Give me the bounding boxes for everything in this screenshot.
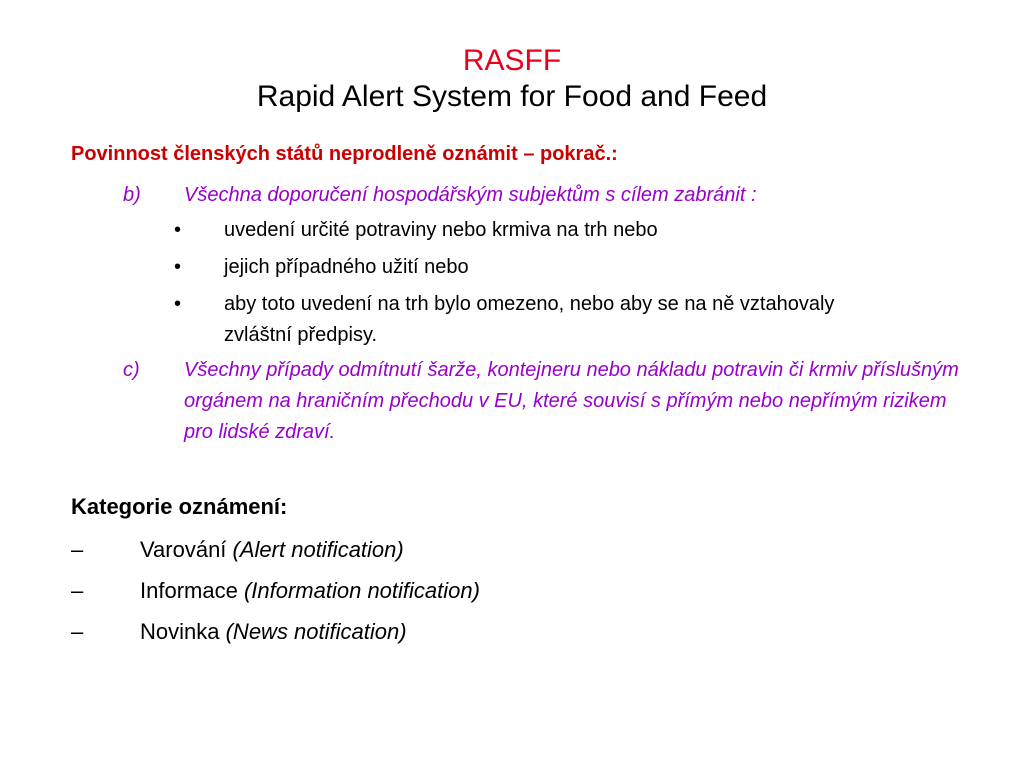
- list-marker: c): [123, 359, 140, 381]
- dash-marker: –: [71, 578, 84, 603]
- category-text: [140, 617, 407, 647]
- category-label: Informace: [140, 578, 238, 603]
- slide-subtitle: Rapid Alert System for Food and Feed: [256, 80, 768, 113]
- bullet-icon: •: [174, 219, 182, 241]
- list-item-text: Všechny případy odmítnutí šarže, kontejneru nebo nákladu potravin či krmiv příslušným orgánem na hraničním přechodu v EU, které souvisí s přímým nebo nepřímým rizikem pro lidské zdraví.: [184, 359, 959, 443]
- sub-list-item-text: uvedení určité potraviny nebo krmiva na trh nebo: [224, 219, 658, 241]
- list-marker: b): [123, 184, 141, 206]
- sub-list-item-text: aby toto uvedení na trh bylo omezeno, nebo aby se na ně vztahovaly zvláštní předpisy.: [224, 293, 835, 346]
- slide-title: RASFF: [462, 44, 562, 77]
- category-text: [140, 535, 404, 565]
- categories-heading: Kategorie oznámení:: [71, 494, 288, 519]
- section-heading: Povinnost členských států neprodleně oznámit – pokrač.:: [71, 143, 618, 165]
- category-label: Varování: [140, 537, 227, 562]
- title-block: [0, 44, 1024, 116]
- category-label: Novinka: [140, 619, 220, 644]
- list-item-text: Všechna doporučení hospodářským subjektům s cílem zabránit :: [184, 184, 757, 206]
- dash-marker: –: [71, 619, 84, 644]
- sub-list-item-text: jejich případného užití nebo: [224, 256, 469, 278]
- dash-marker: –: [71, 537, 84, 562]
- category-note: (Information notification): [243, 578, 480, 603]
- bullet-icon: •: [174, 293, 182, 315]
- category-text: [140, 576, 480, 606]
- category-note: (News notification): [225, 619, 407, 644]
- bullet-icon: •: [174, 256, 182, 278]
- category-note: (Alert notification): [232, 537, 404, 562]
